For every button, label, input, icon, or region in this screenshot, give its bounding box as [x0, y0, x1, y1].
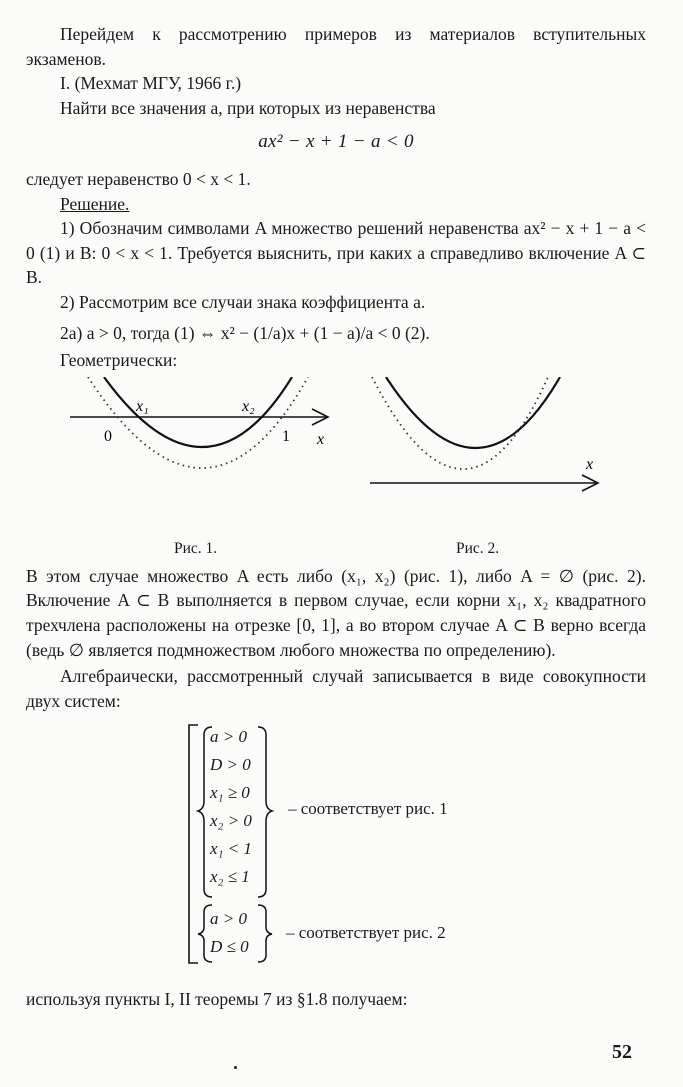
step-2a: 2a) a > 0, тогда (1) ⇔ x² − (1/a)x + (1 − a)/a < 0 (2).	[60, 322, 430, 343]
final-line: используя пункты I, II теоремы 7 из §1.8 получаем:	[26, 989, 408, 1010]
system1-line: a > 0	[210, 727, 247, 747]
fig1-dotted-parabola	[88, 377, 308, 468]
system1-line: x₁ ≥ 0	[210, 783, 250, 803]
fig2-caption: Рис. 2.	[456, 539, 500, 557]
step-2: 2) Рассмотрим все случаи знака коэффициента a.	[60, 291, 426, 312]
fig1-caption: Рис. 1.	[174, 539, 218, 557]
system2-note: – соответствует рис. 2	[286, 923, 446, 943]
fig1-one-label: 1	[282, 427, 290, 445]
fig1-x-label: x	[317, 430, 325, 448]
geometric-label: Геометрически:	[60, 350, 178, 371]
fig2-dotted-parabola	[372, 377, 548, 469]
system1-line: x₁ < 1	[210, 839, 252, 859]
system1-line: x₂ > 0	[210, 811, 252, 831]
fig2-x-label: x	[586, 455, 594, 473]
parabola-figures	[26, 377, 646, 537]
fig1-x2-label: x₂	[242, 397, 255, 415]
system2-list	[210, 905, 249, 961]
system1-list	[210, 723, 252, 891]
main-inequality: ax² − x + 1 − a < 0	[258, 131, 414, 153]
problem-label: I. (Мехмат МГУ, 1966 г.)	[60, 73, 242, 94]
system1-note: – соответствует рис. 1	[288, 799, 448, 819]
fig2-parabola	[386, 377, 560, 448]
figure-2	[370, 377, 598, 491]
system1-right-brace	[258, 727, 272, 897]
system2-line: D ≤ 0	[210, 937, 249, 957]
figures	[26, 377, 646, 560]
step-1: 1) Обозначим символами A множество решений неравенства ax² − x + 1 − a < 0 (1) и B: 0 < x < 1. Требуется выяснить, при каких a справедливо включение A ⊂ B.	[26, 218, 646, 288]
solution-heading: Решение.	[60, 193, 130, 214]
problem-text: Найти все значения a, при которых из неравенства	[60, 97, 436, 118]
fig1-parabola	[104, 377, 292, 447]
outer-bracket	[189, 725, 198, 963]
print-speck	[234, 1066, 237, 1069]
figure-1	[70, 377, 328, 468]
fig1-zero-label: 0	[104, 427, 112, 445]
case-paragraph: В этом случае множество A есть либо (x₁, x₂) (рис. 1), либо A = ∅ (рис. 2). Включение A ⊂ B выполняется в первом случае, если корни x₁, x₂ квадратного трехчлена расположены на отрезке [0, 1], а во втором случае A ⊂ B верно всегда (ведь ∅ является подмножеством любого множества по определению).	[26, 565, 646, 660]
intro-paragraph: Перейдем к рассмотрению примеров из материалов вступительных экзаменов.	[26, 24, 646, 69]
algebraic-paragraph: Алгебраически, рассмотренный случай записывается в виде совокупности двух систем:	[26, 666, 646, 711]
system2-right-brace	[258, 905, 272, 962]
system1-line: D > 0	[210, 755, 251, 775]
page-content	[26, 22, 646, 1012]
fig1-x1-label: x₁	[136, 397, 149, 415]
follows-text: следует неравенство 0 < x < 1.	[26, 168, 251, 189]
system2-line: a > 0	[210, 909, 247, 929]
system-of-cases	[26, 721, 646, 971]
page-number: 52	[612, 1041, 632, 1063]
system1-line: x₂ ≤ 1	[210, 867, 250, 887]
